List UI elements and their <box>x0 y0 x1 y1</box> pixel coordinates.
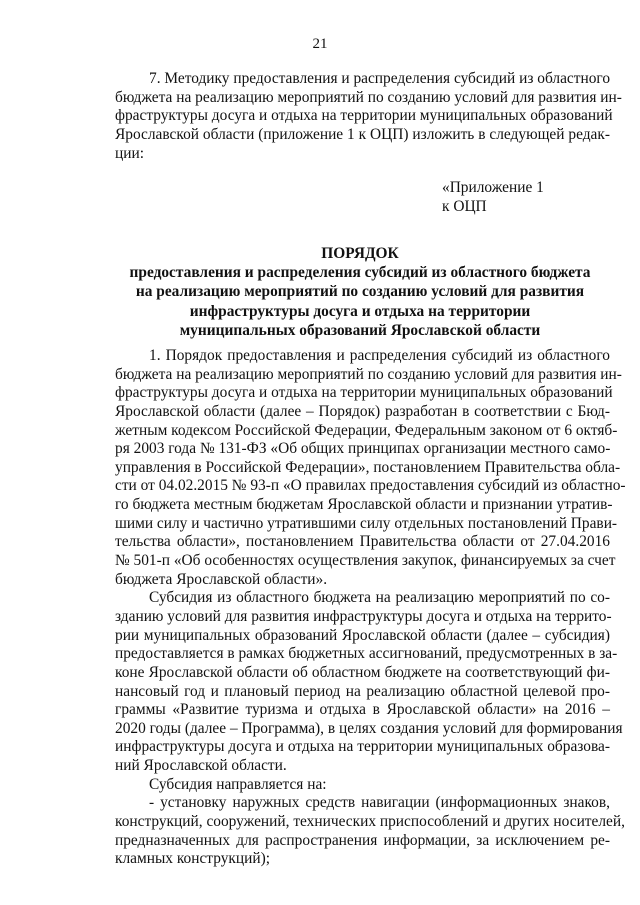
text-line: ции: <box>115 144 144 162</box>
title-line: предоставления и распределения субсидий из областного бюджета <box>129 264 591 282</box>
appendix-line: к ОЦП <box>442 198 487 215</box>
text-line: инфраструктуры досуга и отдыха на территории муниципальных образова- <box>115 738 610 756</box>
text-line: 1. Порядок предоставления и распределения субсидий из областного <box>149 347 610 364</box>
text-line: 2020 годы (далее – Программа), в целях создания условий для формирования <box>115 719 623 737</box>
text-line: Субсидия направляется на: <box>149 775 327 793</box>
text-line: управления в Российской Федерации», постановлением Правительства обла- <box>115 458 621 476</box>
text-line: тельства области», постановлением Правительства области от 27.04.2016 <box>115 533 610 551</box>
appendix-line: «Приложение 1 <box>442 179 544 196</box>
text-line: бюджета на реализацию мероприятий по созданию условий для развития ин- <box>115 88 622 106</box>
text-line: № 501-п «Об особенностях осуществления закупок, финансируемых за счет <box>115 552 616 570</box>
text-line: рии муниципальных образований Ярославской области (далее – субсидия) <box>115 626 610 644</box>
text-line: ний Ярославской области. <box>115 757 287 775</box>
text-line: сти от 04.02.2015 № 93-п «О правилах предоставления субсидий из областно- <box>115 477 626 495</box>
body-text <box>115 347 626 869</box>
text-line: предназначенных для распространения информации, за исключением ре- <box>115 831 610 849</box>
text-line: нансовый год и плановый период на реализацию областной целевой про- <box>115 682 610 700</box>
text-line: Ярославской области (далее – Порядок) разработан в соответствии с Бюд- <box>115 402 610 420</box>
title-line: муниципальных образований Ярославской области <box>179 321 541 339</box>
intro-paragraph <box>115 70 622 163</box>
text-line: бюджета Ярославской области». <box>115 570 328 588</box>
appendix-reference <box>442 178 544 216</box>
text-line: бюджета на реализацию мероприятий по созданию условий для развития ин- <box>115 365 622 383</box>
text-line: 7. Методику предоставления и распределения субсидий из областного <box>149 70 611 87</box>
document-title <box>110 244 610 340</box>
text-line: фраструктуры досуга и отдыха на территории муниципальных образований <box>115 107 613 125</box>
text-line: конструкций, сооружений, технических приспособлений и других носителей, <box>115 813 625 831</box>
title-line: на реализацию мероприятий по созданию условий для развития <box>135 283 585 301</box>
text-line: граммы «Развитие туризма и отдыха в Ярославской области» на 2016 – <box>115 701 610 719</box>
text-line: зданию условий для развития инфраструктуры досуга и отдыха на террито- <box>115 607 612 625</box>
text-line: жетным кодексом Российской Федерации, Федеральным законом от 6 октяб- <box>115 421 618 439</box>
text-line: го бюджета местным бюджетам Ярославской области и признании утратив- <box>115 496 613 514</box>
text-line: - установку наружных средств навигации (информационных знаков, <box>149 794 610 812</box>
text-line: Ярославской области (приложение 1 к ОЦП) изложить в следующей редак- <box>115 125 610 143</box>
text-line: кламных конструкций); <box>115 850 270 868</box>
title-line: инфраструктуры досуга и отдыха на территории <box>189 302 531 320</box>
text-line: ря 2003 года № 131-ФЗ «Об общих принципах организации местного само- <box>115 440 611 458</box>
text-line: коне Ярославской области об областном бюджете на соответствующий фи- <box>115 663 610 681</box>
text-line: фраструктуры досуга и отдыха на территории муниципальных образований <box>115 384 613 402</box>
title-heading: ПОРЯДОК <box>321 245 399 262</box>
page-number: 21 <box>312 36 328 52</box>
text-line: Субсидия из областного бюджета на реализацию мероприятий по со- <box>149 589 610 607</box>
text-line: шими силу и частично утратившими силу отдельных постановлений Прави- <box>115 514 618 532</box>
text-line: предоставляется в рамках бюджетных ассигнований, предусмотренных в за- <box>115 645 618 663</box>
